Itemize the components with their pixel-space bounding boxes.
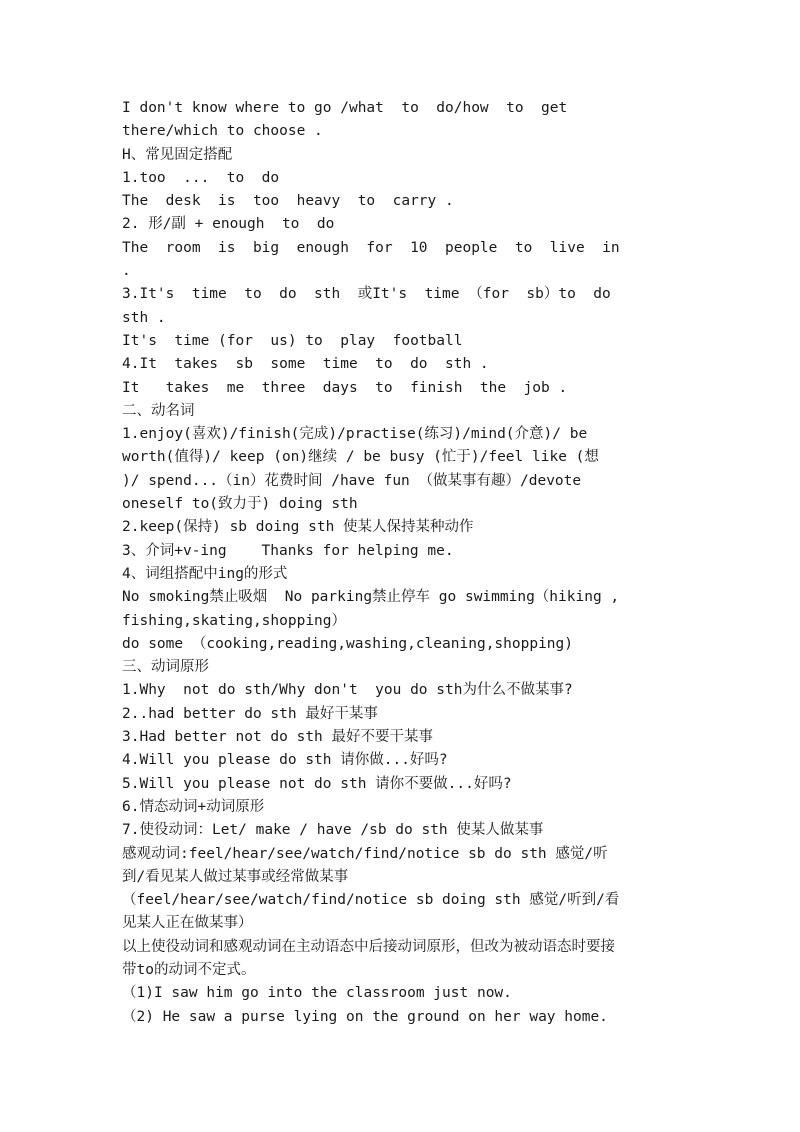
section-heading: H、常见固定搭配	[122, 146, 233, 163]
text-line: oneself to(致力于) doing sth	[122, 496, 358, 513]
text-line: 4、词组搭配中ing的形式	[122, 565, 288, 582]
text-line: 2..had better do sth 最好干某事	[122, 705, 378, 722]
text-line: It's time (for us) to play football	[122, 332, 463, 349]
text-line: The room is big enough for 10 people to live in	[122, 239, 620, 256]
text-line: （feel/hear/see/watch/find/notice sb doing sth 感觉/听到/看	[122, 892, 620, 909]
text-line: 3、介词+v-ing Thanks for helping me.	[122, 542, 454, 559]
text-line: 4.It takes sb some time to do sth .	[122, 356, 489, 373]
text-line: .	[122, 263, 131, 280]
text-line: 到/看见某人做过某事或经常做某事	[122, 868, 349, 885]
text-line: 见某人正在做某事）	[122, 915, 253, 932]
text-line: 1.enjoy(喜欢)/finish(完成)/practise(练习)/mind(介意)/ be	[122, 426, 588, 443]
text-line: 3.It's time to do sth 或It's time （for sb）to do	[122, 286, 611, 303]
text-line: 2. 形/副 + enough to do	[122, 216, 335, 233]
text-line: fishing,skating,shopping）	[122, 612, 347, 629]
text-line: （2) He saw a purse lying on the ground on her way home.	[122, 1008, 608, 1025]
text-line: worth(值得)/ keep (on)继续 / be busy (忙于)/feel like (想	[122, 449, 599, 466]
text-line: 3.Had better not do sth 最好不要干某事	[122, 729, 434, 746]
text-line: there/which to choose .	[122, 123, 323, 140]
text-line: 7.使役动词：Let/ make / have /sb do sth 使某人做某事	[122, 822, 544, 839]
text-line: )/ spend...（in）花费时间 /have fun （做某事有趣）/devote	[122, 472, 582, 489]
text-line: do some （cooking,reading,washing,cleaning,shopping)	[122, 635, 573, 652]
text-line: 1.Why not do sth/Why don't you do sth为什么不做某事?	[122, 682, 573, 699]
section-heading: 三、动词原形	[122, 659, 209, 676]
text-line: No smoking禁止吸烟 No parking禁止停车 go swimming（hiking ,	[122, 589, 620, 606]
text-line: 2.keep(保持) sb doing sth 使某人保持某种动作	[122, 519, 474, 536]
text-line: The desk is too heavy to carry .	[122, 193, 454, 210]
text-line: I don't know where to go /what to do/how to get	[122, 100, 568, 116]
text-line: 以上使役动词和感观动词在主动语态中后接动词原形，但改为被动语态时要接	[122, 938, 615, 955]
text-line: 带to的动词不定式。	[122, 961, 256, 978]
text-line: 5.Will you please not do sth 请你不要做...好吗?	[122, 775, 512, 792]
document-body	[122, 97, 682, 1029]
text-line: It takes me three days to finish the job .	[122, 379, 568, 396]
text-line: sth .	[122, 309, 166, 326]
text-line: （1)I saw him go into the classroom just now.	[122, 985, 512, 1002]
text-line: 6.情态动词+动词原形	[122, 798, 265, 815]
text-line: 4.Will you please do sth 请你做...好吗?	[122, 752, 448, 769]
text-line: 1.too ... to do	[122, 169, 280, 186]
section-heading: 二、动名词	[122, 402, 195, 419]
text-line: 感观动词:feel/hear/see/watch/find/notice sb do sth 感觉/听	[122, 845, 608, 862]
